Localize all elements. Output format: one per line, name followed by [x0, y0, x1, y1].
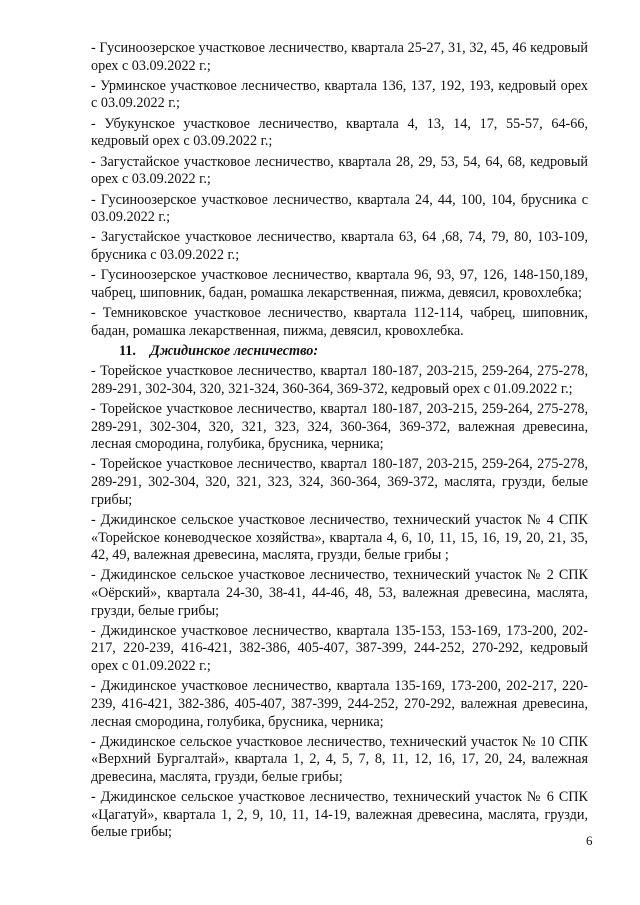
document-body: [91, 40, 588, 845]
list-item: - Джидинское участковое лесничество, квартала 135-153, 153-169, 173-200, 202-217, 220-239, 416-421, 382-386, 405-407, 387-399, 244-252, 270-292, кедровый орех с 01.09.2022 г.;: [91, 622, 588, 675]
section-title: Джидинское лесничество:: [149, 343, 319, 359]
list-item: - Гусиноозерское участковое лесничество, квартала 24, 44, 100, 104, брусника с 03.09.2022 г.;: [91, 191, 588, 226]
list-item: - Гусиноозерское участковое лесничество, квартала 96, 93, 97, 126, 148-150,189, чабрец, шиповник, бадан, ромашка лекарственная, пижма, девясил, кровохлебка;: [91, 267, 588, 301]
section-heading: [91, 343, 588, 361]
list-item: - Джидинское сельское участковое лесничество, технический участок № 4 СПК «Торейское коневодческое хозяйства», квартала 4, 6, 10, 11, 15, 16, 19, 20, 21, 35, 42, 49, валежная древесина, маслята, грузди, белые грибы ;: [91, 511, 588, 564]
list-item: - Гусиноозерское участковое лесничество, квартала 25-27, 31, 32, 45, 46 кедровый орех с 03.09.2022 г.;: [91, 40, 588, 74]
list-item: - Убукунское участковое лесничество, квартала 4, 13, 14, 17, 55-57, 64-66, кедровый орех с 03.09.2022 г.;: [91, 115, 588, 150]
list-item: - Загустайское участковое лесничество, квартала 63, 64 ,68, 74, 79, 80, 103-109, брусника с 03.09.2022 г.;: [91, 229, 588, 263]
list-item: - Джидинское участковое лесничество, квартала 135-169, 173-200, 202-217, 220-239, 416-421, 382-386, 405-407, 387-399, 244-252, 270-292, валежная древесина, лесная смородина, голубика, брусника, черника;: [91, 678, 588, 730]
page-number: 6: [586, 833, 593, 848]
list-item: - Джидинское сельское участковое лесничество, технический участок № 2 СПК «Оёрский», квартала 24-30, 38-41, 44-46, 48, 53, валежная древесина, маслята, грузди, белые грибы;: [91, 567, 588, 619]
list-item: - Торейское участковое лесничество, квартал 180-187, 203-215, 259-264, 275-278, 289-291, 302-304, 320, 321-324, 360-364, 369-372, кедровый орех с 01.09.2022 г.;: [91, 363, 588, 397]
list-item: - Загустайское участковое лесничество, квартала 28, 29, 53, 54, 64, 68, кедровый орех с 03.09.2022 г.;: [91, 153, 588, 188]
list-item: - Темниковское участковое лесничество, квартала 112-114, чабрец, шиповник, бадан, ромашка лекарственная, пижма, девясил, кровохлебка.: [91, 305, 588, 339]
list-item: - Урминское участковое лесничество, квартала 136, 137, 192, 193, кедровый орех с 03.09.2022 г.;: [91, 77, 588, 112]
list-item: - Торейское участковое лесничество, квартал 180-187, 203-215, 259-264, 275-278, 289-291, 302-304, 320, 321, 323, 324, 360-364, 369-372, валежная древесина, лесная смородина, голубика, брусника, черника;: [91, 400, 588, 453]
list-item: - Джидинское сельское участковое лесничество, технический участок № 10 СПК «Верхний Бургалтай», квартала 1, 2, 4, 5, 7, 8, 11, 12, 16, 17, 20, 24, валежная древесина, маслята, грузди, белые грибы;: [91, 733, 588, 785]
section-number: 11.: [119, 343, 136, 359]
list-item: - Торейское участковое лесничество, квартал 180-187, 203-215, 259-264, 275-278, 289-291, 302-304, 320, 321, 323, 324, 360-364, 369-372, маслята, грузди, белые грибы;: [91, 456, 588, 508]
list-item: - Джидинское сельское участковое лесничество, технический участок № 6 СПК «Цагатуй», квартала 1, 2, 9, 10, 11, 14-19, валежная древесина, маслята, грузди, белые грибы;: [91, 789, 588, 841]
